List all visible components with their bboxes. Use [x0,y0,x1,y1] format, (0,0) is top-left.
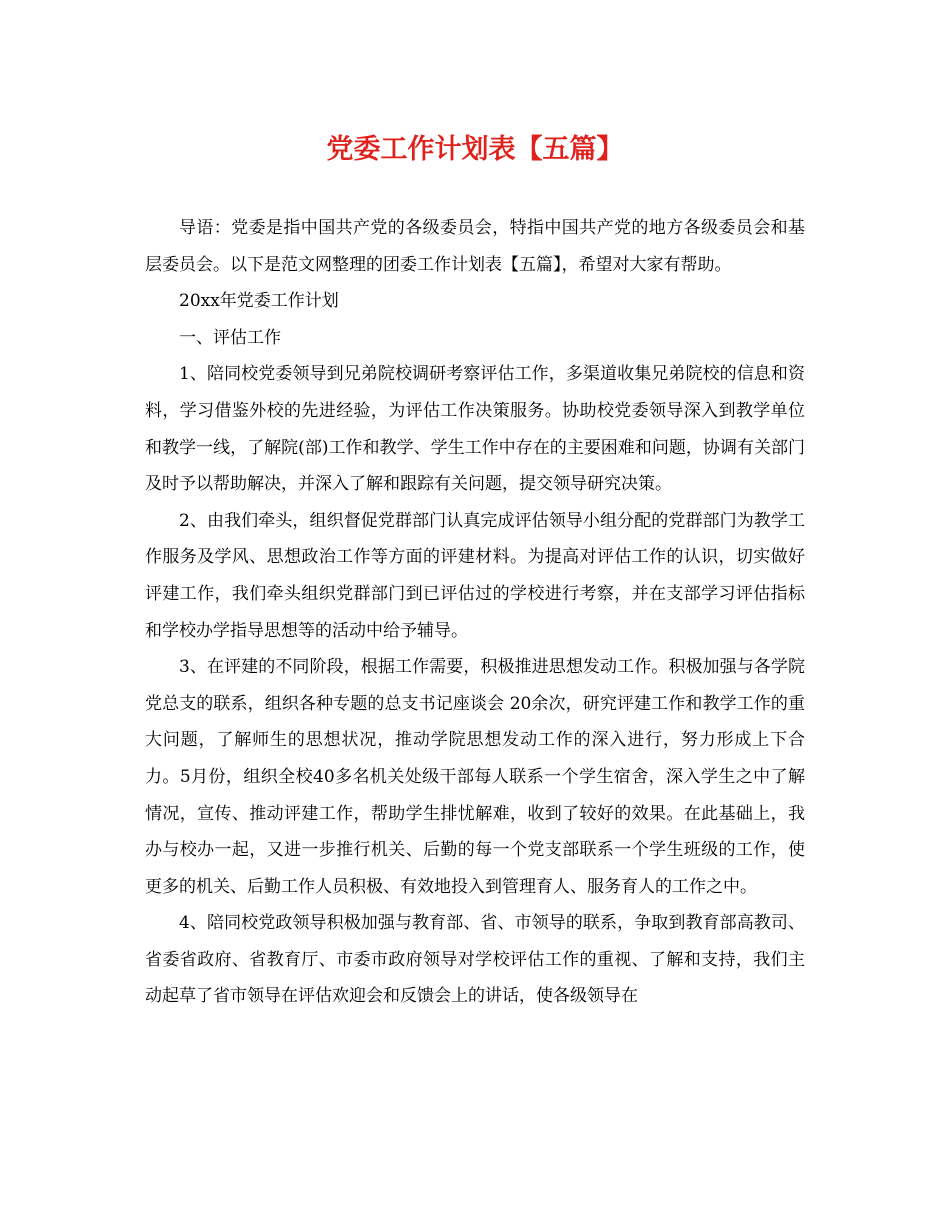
body-paragraph-1: 1、陪同校党委领导到兄弟院校调研考察评估工作，多渠道收集兄弟院校的信息和资料，学习借鉴外校的先进经验，为评估工作决策服务。协助校党委领导深入到教学单位和教学一线，了解院(部)工作和教学、学生工作中存在的主要困难和问题，协调有关部门及时予以帮助解决，并深入了解和跟踪有关问题，提交领导研究决策。 [145,364,805,495]
document-body [145,210,805,1015]
document-title: 党委工作计划表【五篇】 [326,134,624,165]
body-paragraph-4: 4、陪同校党政领导积极加强与教育部、省、市领导的联系，争取到教育部高教司、省委省政府、省教育厅、市委市政府领导对学校评估工作的重视、了解和支持，我们主动起草了省市领导在评估欢迎会和反馈会上的讲话，使各级领导在 [145,913,805,1007]
plan-heading: 20xx年党委工作计划 [179,291,339,312]
body-paragraph-2: 2、由我们牵头，组织督促党群部门认真完成评估领导小组分配的党群部门为教学工作服务及学风、思想政治工作等方面的评建材料。为提高对评估工作的认识，切实做好评建工作，我们牵头组织党群部门到已评估过的学校进行考察，并在支部学习评估指标和学校办学指导思想等的活动中给予辅导。 [145,510,805,641]
intro-paragraph: 导语：党委是指中国共产党的各级委员会，特指中国共产党的地方各级委员会和基层委员会。以下是范文网整理的团委工作计划表【五篇】，希望对大家有帮助。 [145,218,805,275]
section-heading: 一、评估工作 [179,327,281,348]
body-paragraph-3: 3、在评建的不同阶段，根据工作需要，积极推进思想发动工作。积极加强与各学院党总支的联系，组织各种专题的总支书记座谈会 20余次，研究评建工作和教学工作的重大问题，了解师生的思想状况，推动学院思想发动工作的深入进行，努力形成上下合力。5月份，组织全校40多名机关处级干部每人联系一个学生宿舍，深入学生之中了解情况，宣传、推动评建工作，帮助学生排忧解难，收到了较好的效果。在此基础上，我办与校办一起，又进一步推行机关、后勤的每一个党支部联系一个学生班级的工作，使更多的机关、后勤工作人员积极、有效地投入到管理育人、服务育人的工作之中。 [145,657,805,897]
